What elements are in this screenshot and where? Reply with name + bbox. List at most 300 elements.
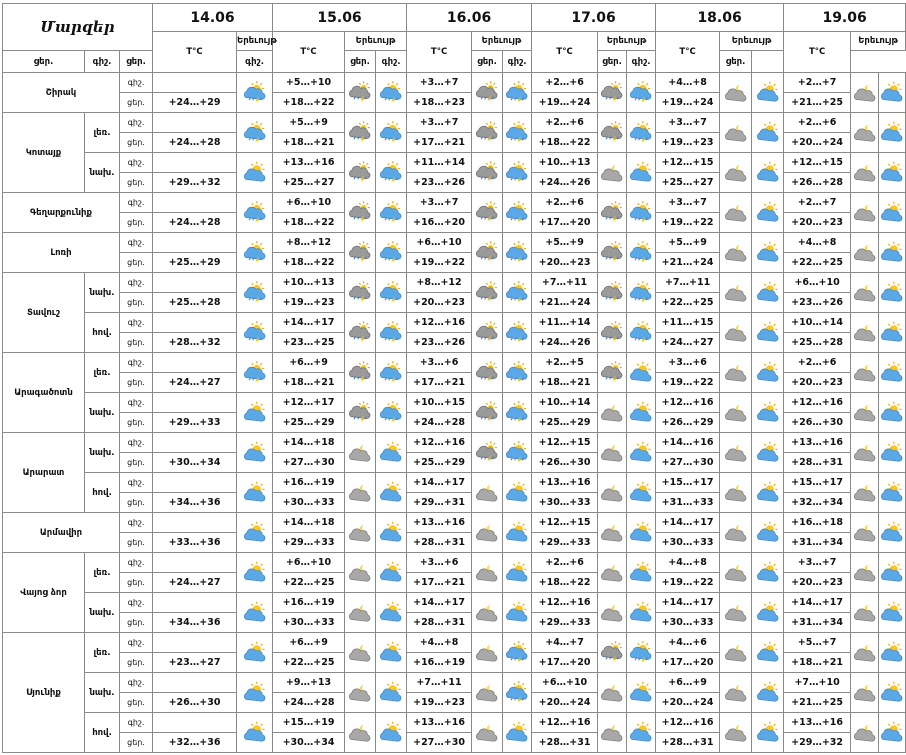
phenomena-day-cell — [879, 673, 906, 713]
temp-cell: +12…+15 — [784, 153, 851, 173]
phenomena-night-cell — [598, 193, 627, 233]
moon-cloud-icon — [348, 563, 372, 583]
table-row — [3, 313, 906, 333]
temp-cell: +30…+33 — [532, 493, 598, 513]
temp-cell: +25…+27 — [656, 173, 720, 193]
temp-cell: +13…+16 — [532, 473, 598, 493]
phenomena-day-cell — [627, 193, 656, 233]
moon-cloud-icon — [600, 163, 624, 183]
phenomena-column-header: Երեւույթ — [598, 32, 656, 51]
temp-column-header: T°C — [656, 32, 720, 73]
temp-column-header: T°C — [784, 32, 851, 73]
temp-cell: +3…+6 — [407, 353, 472, 373]
temp-cell: +28…+31 — [532, 733, 598, 753]
zone-label: լեռ. — [85, 113, 120, 153]
temp-cell: +29…+33 — [273, 533, 345, 553]
day-column-header: ցեր. — [345, 51, 376, 73]
table-row — [3, 513, 906, 533]
phenomena-night-cell — [598, 273, 627, 313]
temp-cell: +10…+13 — [532, 153, 598, 173]
sun-cloud-rain-thunder-icon — [379, 243, 403, 263]
night-column-header: գիշ. — [376, 51, 407, 73]
cloud-rain-thunder-icon — [475, 243, 499, 263]
phenomena-night-cell — [345, 513, 376, 553]
sun-cloud-icon — [629, 603, 653, 623]
sun-cloud-icon — [379, 723, 403, 743]
phenomena-night-cell — [598, 673, 627, 713]
moon-cloud-icon — [600, 683, 624, 703]
temp-cell: +14…+17 — [656, 513, 720, 533]
temp-cell: +5…+9 — [273, 113, 345, 133]
sun-cloud-icon — [379, 563, 403, 583]
sun-cloud-rain-thunder-icon — [505, 443, 529, 463]
temp-cell: +6…+10 — [273, 193, 345, 213]
temp-cell: +19…+22 — [656, 373, 720, 393]
phenomena-day-cell — [879, 513, 906, 553]
sun-cloud-icon — [505, 723, 529, 743]
phenomena-night-cell — [472, 393, 503, 433]
time-of-day-label: գիշ. — [120, 633, 153, 653]
phenomena-day-cell — [879, 713, 906, 753]
temp-cell: +29…+33 — [153, 413, 237, 433]
temp-cell: +23…+27 — [153, 653, 237, 673]
phenomena-night-cell — [345, 113, 376, 153]
moon-cloud-icon — [853, 683, 877, 703]
phenomena-day-cell — [627, 153, 656, 193]
moon-cloud-icon — [853, 203, 877, 223]
sun-cloud-icon — [629, 363, 653, 383]
phenomena-day-cell — [752, 113, 784, 153]
sun-cloud-icon — [629, 163, 653, 183]
temp-cell: +12…+16 — [532, 593, 598, 613]
sun-cloud-icon — [756, 603, 780, 623]
phenomena-day-cell — [376, 153, 407, 193]
moon-cloud-icon — [724, 443, 748, 463]
moon-cloud-icon — [853, 163, 877, 183]
phenomena-day-cell — [752, 513, 784, 553]
zone-label: նախ. — [85, 673, 120, 713]
moon-cloud-icon — [475, 563, 499, 583]
moon-cloud-icon — [724, 683, 748, 703]
moon-cloud-icon — [600, 603, 624, 623]
phenomena-day-cell — [503, 233, 532, 273]
phenomena-column-header: Երեւույթ — [472, 32, 532, 51]
temp-cell: +3…+7 — [656, 193, 720, 213]
time-of-day-label: ցեր. — [120, 573, 153, 593]
temp-cell: +19…+23 — [407, 693, 472, 713]
phenomena-cell — [237, 593, 273, 633]
sun-cloud-rain-thunder-icon — [505, 323, 529, 343]
temp-cell: +8…+12 — [273, 233, 345, 253]
sun-cloud-icon — [505, 483, 529, 503]
temp-cell: +6…+9 — [656, 673, 720, 693]
phenomena-day-cell — [627, 713, 656, 753]
temp-cell: +14…+17 — [273, 313, 345, 333]
temp-cell: +4…+8 — [784, 233, 851, 253]
night-column-header: գիշ. — [237, 51, 273, 73]
temp-column-header: T°C — [407, 32, 472, 73]
cloud-rain-thunder-icon — [348, 363, 372, 383]
temp-cell: +18…+22 — [532, 573, 598, 593]
phenomena-day-cell — [627, 513, 656, 553]
temp-cell: +9…+13 — [273, 673, 345, 693]
temp-cell: +27…+30 — [407, 733, 472, 753]
sun-cloud-rain-thunder-icon — [243, 323, 267, 343]
sun-cloud-rain-thunder-icon — [505, 83, 529, 103]
phenomena-night-cell — [851, 193, 879, 233]
sun-cloud-icon — [243, 723, 267, 743]
date-header: 17.06 — [532, 4, 656, 32]
moon-cloud-icon — [724, 283, 748, 303]
moon-cloud-icon — [475, 643, 499, 663]
table-row — [3, 353, 906, 373]
region-name: Գեղարքունիք — [3, 193, 120, 233]
moon-cloud-icon — [724, 643, 748, 663]
temp-cell: +23…+26 — [407, 333, 472, 353]
temp-cell: +24…+27 — [656, 333, 720, 353]
phenomena-night-cell — [851, 713, 879, 753]
phenomena-night-cell — [851, 673, 879, 713]
sun-cloud-icon — [880, 163, 904, 183]
phenomena-day-cell — [376, 193, 407, 233]
temp-cell: +12…+16 — [407, 433, 472, 453]
temp-cell: +6…+9 — [273, 633, 345, 653]
phenomena-night-cell — [345, 673, 376, 713]
phenomena-day-cell — [752, 193, 784, 233]
temp-cell: +22…+25 — [656, 293, 720, 313]
moon-cloud-icon — [853, 643, 877, 663]
sun-cloud-icon — [505, 603, 529, 623]
sun-cloud-rain-thunder-icon — [379, 203, 403, 223]
table-row — [3, 713, 906, 733]
table-row — [3, 673, 906, 693]
day-column-header: ցեր. — [472, 51, 503, 73]
time-of-day-label: ցեր. — [120, 693, 153, 713]
phenomena-night-cell — [598, 633, 627, 673]
sun-cloud-icon — [880, 283, 904, 303]
temp-cell: +18…+22 — [273, 213, 345, 233]
zone-label: նախ. — [85, 393, 120, 433]
phenomena-night-cell — [472, 473, 503, 513]
day-column-header: ցեր. — [598, 51, 627, 73]
phenomena-day-cell — [879, 553, 906, 593]
region-name: Արարատ — [3, 433, 85, 513]
cloud-rain-thunder-icon — [600, 83, 624, 103]
phenomena-night-cell — [345, 273, 376, 313]
night-column-header: գիշ. — [85, 51, 120, 73]
temp-cell: +12…+16 — [784, 393, 851, 413]
time-of-day-label: գիշ. — [120, 473, 153, 493]
temp-cell: +15…+17 — [656, 473, 720, 493]
temp-cell: +24…+28 — [273, 693, 345, 713]
moon-cloud-icon — [348, 483, 372, 503]
sun-cloud-rain-thunder-icon — [629, 643, 653, 663]
cloud-rain-thunder-icon — [475, 403, 499, 423]
day-column-header: ցեր. — [720, 51, 752, 73]
moon-cloud-icon — [853, 443, 877, 463]
time-of-day-label: ցեր. — [120, 453, 153, 473]
phenomena-day-cell — [503, 593, 532, 633]
temp-cell: +6…+10 — [784, 273, 851, 293]
phenomena-night-cell — [598, 473, 627, 513]
temp-cell: +7…+11 — [407, 673, 472, 693]
sun-cloud-icon — [379, 683, 403, 703]
zone-label: նախ. — [85, 593, 120, 633]
phenomena-day-cell — [879, 473, 906, 513]
sun-cloud-icon — [243, 563, 267, 583]
temp-cell: +4…+6 — [656, 633, 720, 653]
temp-cell: +20…+24 — [532, 693, 598, 713]
phenomena-day-cell — [503, 633, 532, 673]
temp-cell: +5…+10 — [273, 73, 345, 93]
temp-cell: +6…+10 — [407, 233, 472, 253]
phenomena-day-cell — [879, 633, 906, 673]
sun-cloud-icon — [243, 483, 267, 503]
phenomena-night-cell — [720, 113, 752, 153]
sun-cloud-rain-thunder-icon — [243, 283, 267, 303]
temp-cell: +7…+11 — [532, 273, 598, 293]
phenomena-night-cell — [720, 553, 752, 593]
sun-cloud-icon — [379, 483, 403, 503]
temp-cell: +14…+17 — [784, 593, 851, 613]
phenomena-night-cell — [851, 433, 879, 473]
phenomena-day-cell — [627, 473, 656, 513]
sun-cloud-icon — [629, 723, 653, 743]
temp-cell — [153, 153, 237, 173]
temp-cell: +20…+23 — [532, 253, 598, 273]
phenomena-night-cell — [598, 353, 627, 393]
sun-cloud-rain-thunder-icon — [379, 163, 403, 183]
time-of-day-label: գիշ. — [120, 713, 153, 733]
phenomena-night-cell — [472, 553, 503, 593]
time-of-day-label: ցեր. — [120, 173, 153, 193]
time-of-day-label: գիշ. — [120, 193, 153, 213]
temp-cell: +12…+16 — [656, 393, 720, 413]
sun-cloud-icon — [629, 523, 653, 543]
sun-cloud-icon — [379, 643, 403, 663]
sun-cloud-icon — [756, 403, 780, 423]
phenomena-night-cell — [345, 553, 376, 593]
temp-cell: +13…+16 — [407, 713, 472, 733]
sun-cloud-rain-thunder-icon — [629, 123, 653, 143]
moon-cloud-icon — [724, 563, 748, 583]
phenomena-night-cell — [851, 113, 879, 153]
sun-cloud-icon — [756, 323, 780, 343]
night-column-header: գիշ. — [627, 51, 656, 73]
sun-cloud-icon — [756, 723, 780, 743]
table-row — [3, 73, 906, 93]
phenomena-day-cell — [376, 513, 407, 553]
temp-cell: +7…+10 — [784, 673, 851, 693]
cloud-rain-thunder-icon — [348, 163, 372, 183]
temp-cell: +12…+16 — [532, 713, 598, 733]
moon-cloud-icon — [475, 723, 499, 743]
temp-cell: +29…+32 — [153, 173, 237, 193]
moon-cloud-icon — [475, 483, 499, 503]
moon-cloud-icon — [853, 323, 877, 343]
header-row-dates — [3, 4, 906, 32]
phenomena-night-cell — [720, 313, 752, 353]
moon-cloud-icon — [348, 603, 372, 623]
temp-cell — [153, 313, 237, 333]
phenomena-day-cell — [503, 553, 532, 593]
moon-cloud-icon — [348, 643, 372, 663]
phenomena-night-cell — [720, 433, 752, 473]
cloud-rain-thunder-icon — [348, 83, 372, 103]
zone-label: լեռ. — [85, 553, 120, 593]
time-of-day-label: գիշ. — [120, 233, 153, 253]
phenomena-day-cell — [752, 153, 784, 193]
temp-cell: +6…+10 — [532, 673, 598, 693]
phenomena-day-cell — [376, 713, 407, 753]
temp-cell — [153, 73, 237, 93]
sun-cloud-rain-thunder-icon — [505, 643, 529, 663]
phenomena-night-cell — [720, 633, 752, 673]
cloud-rain-thunder-icon — [600, 323, 624, 343]
phenomena-day-cell — [627, 273, 656, 313]
phenomena-day-cell — [503, 433, 532, 473]
temp-cell: +18…+21 — [532, 373, 598, 393]
sun-cloud-icon — [880, 683, 904, 703]
phenomena-day-cell — [752, 73, 784, 113]
time-of-day-label: գիշ. — [120, 153, 153, 173]
temp-cell — [153, 233, 237, 253]
phenomena-column-header: Երեւույթ — [237, 32, 273, 51]
cloud-rain-thunder-icon — [475, 83, 499, 103]
sun-cloud-icon — [756, 283, 780, 303]
temp-cell: +2…+6 — [784, 353, 851, 373]
temp-cell: +14…+18 — [273, 513, 345, 533]
phenomena-day-cell — [376, 593, 407, 633]
cloud-rain-thunder-icon — [475, 323, 499, 343]
phenomena-day-cell — [879, 353, 906, 393]
zone-label: նախ. — [85, 153, 120, 193]
temp-cell: +21…+24 — [532, 293, 598, 313]
temp-cell: +28…+31 — [656, 733, 720, 753]
cloud-rain-thunder-icon — [348, 323, 372, 343]
temp-column-header: T°C — [153, 32, 237, 73]
temp-cell: +25…+28 — [784, 333, 851, 353]
sun-cloud-rain-thunder-icon — [629, 203, 653, 223]
time-of-day-label: ցեր. — [120, 93, 153, 113]
cloud-rain-thunder-icon — [475, 283, 499, 303]
cloud-rain-thunder-icon — [600, 283, 624, 303]
sun-cloud-icon — [756, 643, 780, 663]
sun-cloud-icon — [756, 683, 780, 703]
temp-cell — [153, 273, 237, 293]
time-of-day-label: գիշ. — [120, 273, 153, 293]
phenomena-night-cell — [720, 273, 752, 313]
phenomena-night-cell — [345, 393, 376, 433]
sun-cloud-icon — [880, 363, 904, 383]
sun-cloud-icon — [880, 563, 904, 583]
zone-label: հով. — [85, 313, 120, 353]
moon-cloud-icon — [724, 483, 748, 503]
sun-cloud-rain-thunder-icon — [243, 243, 267, 263]
temp-cell: +27…+30 — [273, 453, 345, 473]
phenomena-night-cell — [598, 513, 627, 553]
temp-cell: +4…+7 — [532, 633, 598, 653]
temp-cell: +22…+25 — [784, 253, 851, 273]
phenomena-day-cell — [879, 233, 906, 273]
sun-cloud-icon — [880, 603, 904, 623]
sun-cloud-icon — [379, 603, 403, 623]
time-of-day-label: գիշ. — [120, 513, 153, 533]
sun-cloud-icon — [756, 83, 780, 103]
moon-cloud-icon — [724, 723, 748, 743]
phenomena-night-cell — [851, 353, 879, 393]
sun-cloud-rain-thunder-icon — [505, 163, 529, 183]
cloud-rain-thunder-icon — [600, 363, 624, 383]
moon-cloud-icon — [475, 603, 499, 623]
sun-cloud-icon — [880, 643, 904, 663]
phenomena-night-cell — [472, 153, 503, 193]
zone-label: հով. — [85, 473, 120, 513]
temp-cell: +12…+15 — [656, 153, 720, 173]
phenomena-day-cell — [627, 433, 656, 473]
phenomena-night-cell — [472, 353, 503, 393]
temp-cell: +3…+7 — [407, 193, 472, 213]
temp-cell: +26…+30 — [153, 693, 237, 713]
temp-cell: +30…+33 — [273, 613, 345, 633]
temp-cell: +4…+8 — [656, 73, 720, 93]
table-row — [3, 433, 906, 453]
sun-cloud-icon — [756, 123, 780, 143]
moon-cloud-icon — [475, 523, 499, 543]
sun-cloud-icon — [379, 523, 403, 543]
phenomena-day-cell — [627, 633, 656, 673]
phenomena-day-cell — [376, 433, 407, 473]
cloud-rain-thunder-icon — [475, 203, 499, 223]
sun-cloud-rain-thunder-icon — [243, 363, 267, 383]
phenomena-day-cell — [376, 473, 407, 513]
sun-cloud-icon — [880, 723, 904, 743]
temp-cell: +19…+23 — [273, 293, 345, 313]
moon-cloud-icon — [348, 443, 372, 463]
phenomena-night-cell — [472, 193, 503, 233]
temp-cell: +2…+6 — [784, 113, 851, 133]
temp-cell: +31…+34 — [784, 613, 851, 633]
table-row — [3, 233, 906, 253]
temp-cell: +8…+12 — [407, 273, 472, 293]
region-name: Տավուշ — [3, 273, 85, 353]
moon-cloud-icon — [600, 483, 624, 503]
regions-header: Մարզեր — [3, 4, 153, 51]
sun-cloud-icon — [756, 563, 780, 583]
phenomena-day-cell — [503, 513, 532, 553]
phenomena-night-cell — [472, 673, 503, 713]
sun-cloud-rain-thunder-icon — [629, 83, 653, 103]
time-of-day-label: ցեր. — [120, 733, 153, 753]
temp-cell: +24…+28 — [407, 413, 472, 433]
zone-label: լեռ. — [85, 633, 120, 673]
time-of-day-label: գիշ. — [120, 673, 153, 693]
phenomena-night-cell — [720, 713, 752, 753]
sun-cloud-rain-thunder-icon — [505, 203, 529, 223]
moon-cloud-icon — [853, 603, 877, 623]
moon-cloud-icon — [724, 403, 748, 423]
phenomena-night-cell — [851, 593, 879, 633]
zone-label: նախ. — [85, 433, 120, 473]
temp-cell — [153, 513, 237, 533]
phenomena-cell — [237, 713, 273, 753]
sun-cloud-rain-thunder-icon — [379, 363, 403, 383]
phenomena-day-cell — [627, 553, 656, 593]
date-header: 19.06 — [784, 4, 906, 32]
phenomena-cell — [237, 153, 273, 193]
temp-cell: +14…+17 — [656, 593, 720, 613]
temp-cell: +18…+21 — [784, 653, 851, 673]
